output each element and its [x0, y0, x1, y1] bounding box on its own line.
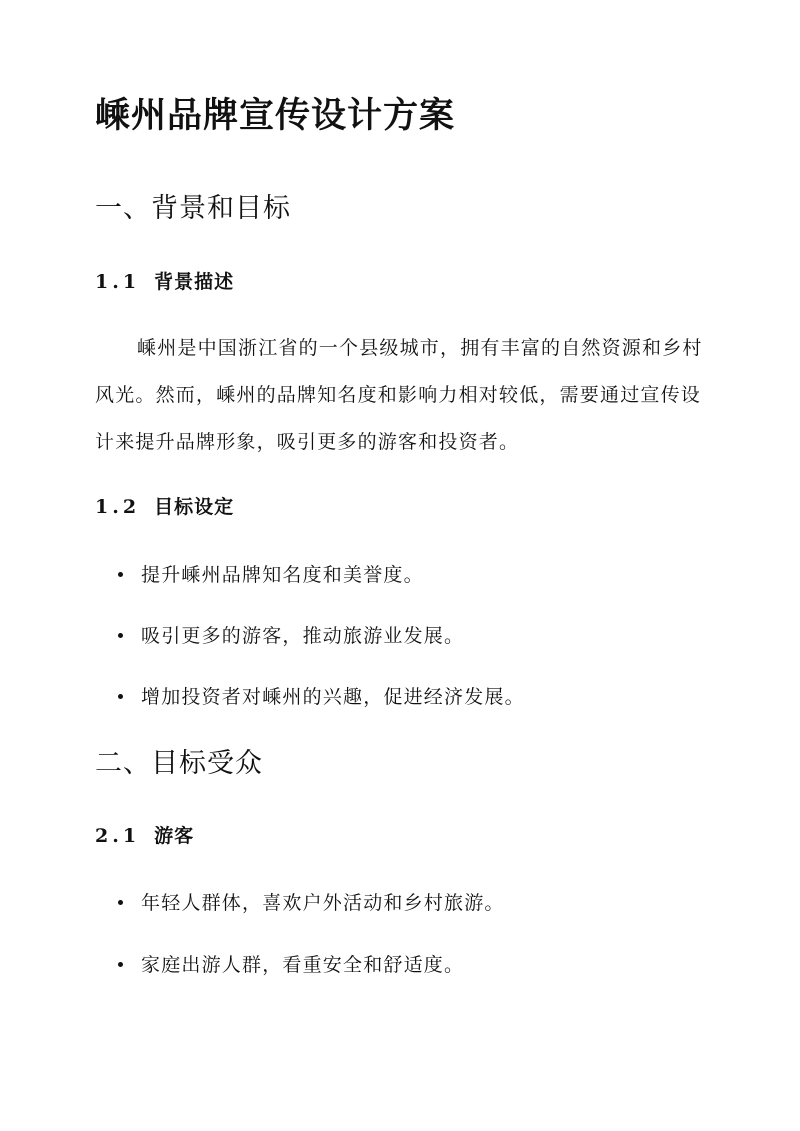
bullet-icon — [118, 572, 123, 577]
bullet-icon — [118, 900, 123, 905]
list-item-text: 吸引更多的游客，推动旅游业发展。 — [141, 625, 465, 647]
document-title: 嵊州品牌宣传设计方案 — [95, 95, 456, 136]
subsection-title: 目标设定 — [154, 496, 235, 518]
subsection-number: 1.2 — [95, 496, 141, 518]
subsection-number: 1.1 — [95, 271, 141, 293]
subsection-number: 2.1 — [95, 825, 141, 847]
list-item — [118, 953, 464, 978]
subsection-title: 背景描述 — [154, 271, 235, 293]
bullet-icon — [118, 694, 123, 699]
list-item-text: 提升嵊州品牌知名度和美誉度。 — [141, 564, 424, 586]
background-paragraph: 嵊州是中国浙江省的一个县级城市，拥有丰富的自然资源和乡村风光。然而，嵊州的品牌知名度和影响力相对较低，需要通过宣传设计来提升品牌形象，吸引更多的游客和投资者。 — [95, 337, 703, 453]
list-item — [118, 685, 525, 710]
list-item — [118, 624, 464, 649]
bullet-icon — [118, 962, 123, 967]
section-heading-target-audience: 二、目标受众 — [95, 748, 263, 779]
section-heading-background-goals: 一、背景和目标 — [95, 193, 291, 224]
list-item-text: 年轻人群体，喜欢户外活动和乡村旅游。 — [141, 892, 505, 914]
list-item-text: 增加投资者对嵊州的兴趣，促进经济发展。 — [141, 686, 525, 708]
subsection-heading-1-2 — [95, 496, 234, 519]
list-item-text: 家庭出游人群，看重安全和舒适度。 — [141, 954, 465, 976]
subsection-heading-2-1 — [95, 825, 194, 848]
list-item — [118, 891, 505, 916]
subsection-heading-1-1 — [95, 271, 234, 294]
list-item — [118, 563, 424, 588]
subsection-title: 游客 — [154, 825, 195, 847]
bullet-icon — [118, 633, 123, 638]
